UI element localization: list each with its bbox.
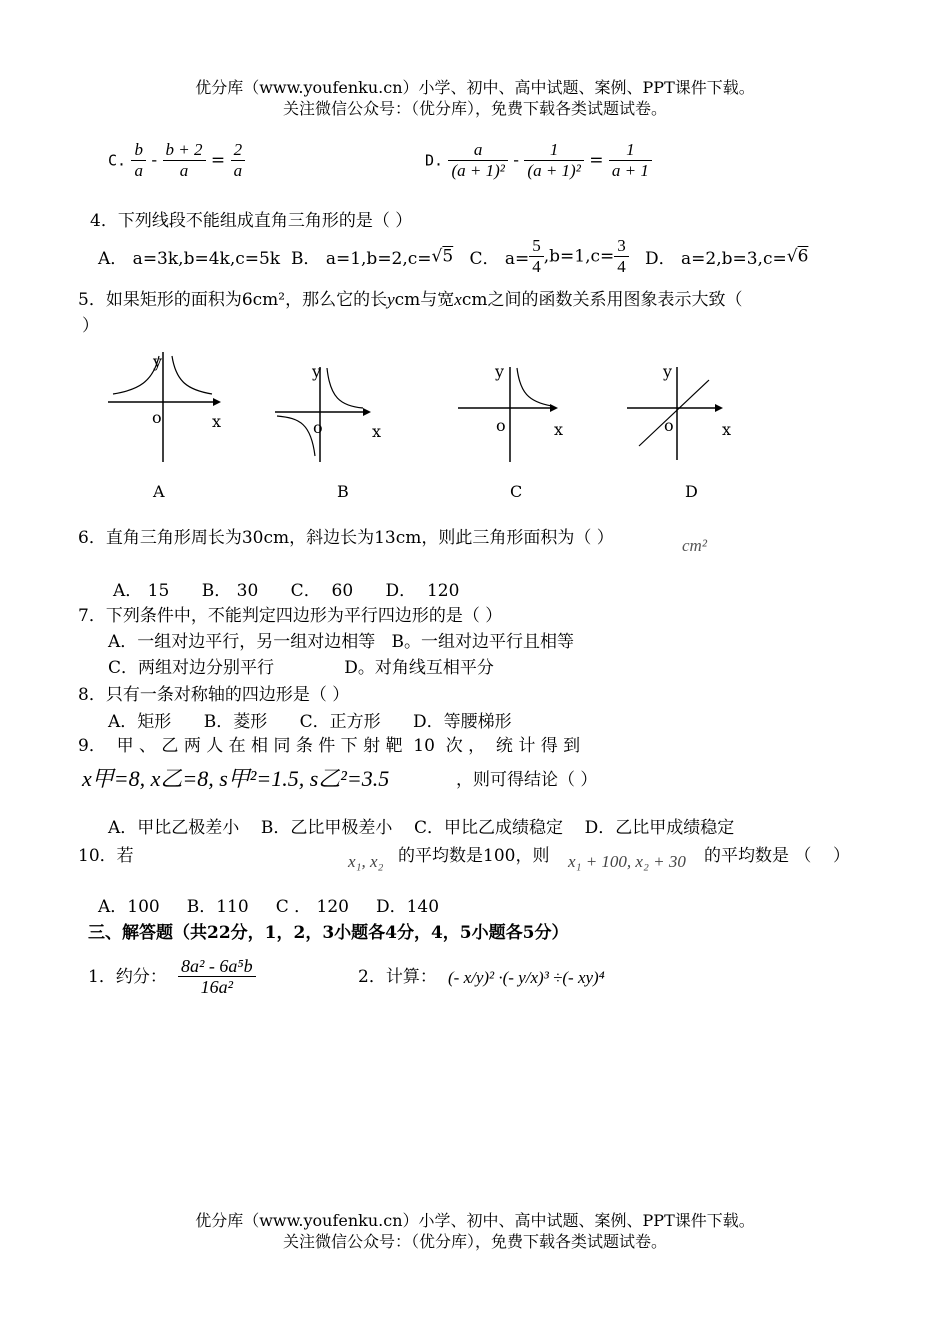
q10-stem-b: 的平均数是100，则 bbox=[398, 846, 550, 866]
graph-b-x-label: x bbox=[372, 422, 382, 441]
fraction: $\frac{5}{4}$ bbox=[529, 236, 544, 277]
q6-stem: 6．直角三角形周长为30cm，斜边长为13cm，则此三角形面积为（ ） bbox=[78, 528, 614, 548]
p2-label: 2．计算： bbox=[358, 967, 437, 987]
graph-d-x-label: x bbox=[722, 420, 732, 439]
graph-c-origin: o bbox=[496, 416, 506, 435]
q8-options: A．矩形 B．菱形 C．正方形 D．等腰梯形 bbox=[108, 712, 512, 732]
graph-b-label: B bbox=[337, 482, 349, 501]
footer-line-1: 优分库（www.youfenku.cn）小学、初中、高中试题、案例、PPT课件下载。 bbox=[195, 1211, 755, 1230]
fraction: $\frac{1}{\text{(a + 1)²}}$ bbox=[524, 140, 583, 181]
graph-c-y-label: y bbox=[495, 362, 505, 381]
header-line-2: 关注微信公众号：（优分库），免费下载各类试题试卷。 bbox=[282, 99, 667, 118]
q10-expr: x₁ + 100, x₂ + 30 bbox=[568, 852, 686, 871]
graph-a-label: A bbox=[153, 482, 165, 501]
q7-stem: 7．下列条件中，不能判定四边形为平行四边形的是（ ） bbox=[78, 606, 503, 626]
q10-stem-a: 10．若 bbox=[78, 846, 134, 866]
graph-d-label: D bbox=[685, 482, 698, 501]
q10-vars: x₁, x₂ bbox=[348, 852, 384, 871]
q9-options: A．甲比乙极差小 B．乙比甲极差小 C．甲比乙成绩稳定 D．乙比甲成绩稳定 bbox=[108, 818, 735, 838]
graph-c-x-label: x bbox=[554, 420, 564, 439]
graph-a bbox=[108, 352, 223, 464]
q9-stem: 9． 甲 、 乙 两 人 在 相 同 条 件 下 射 靶 10 次 ， 统 计 得 到 bbox=[78, 736, 581, 756]
fraction: $\frac{b + 2}{a}$ bbox=[163, 140, 206, 181]
footer-line-2: 关注微信公众号：（优分库），免费下载各类试题试卷。 bbox=[282, 1232, 667, 1251]
q8-stem: 8．只有一条对称轴的四边形是（ ） bbox=[78, 685, 350, 705]
q4-options: A． a=3k,b=4k,c=5k B． a=1,b=2,c=√5 C． a= $\frac{5}{4}$ ,b=1,c= $\frac{3}{4}$ D． a=2,b=3,c=√6 bbox=[98, 236, 809, 276]
fraction: $\frac{a}{\text{(a + 1)²}}$ bbox=[448, 140, 507, 181]
graph-b bbox=[275, 362, 375, 462]
graph-d-origin: o bbox=[664, 416, 674, 435]
section-3-title: 三、解答题（共22分，1，2，3小题各4分，4，5小题各5分） bbox=[88, 923, 569, 943]
fraction: $\frac{1}{a + 1}$ bbox=[609, 140, 652, 181]
p1-fraction: $\frac{\text{8a² - 6a⁵b}}{\text{16a²}}$ bbox=[178, 956, 256, 997]
p1-label: 1．约分： bbox=[88, 967, 167, 987]
fraction: $\frac{b}{a}$ bbox=[131, 140, 146, 181]
q3-option-d: D. $\frac{a}{\text{(a + 1)²}}$ - $\frac{1}{\text{(a + 1)²}}$ = $\frac{1}{a + 1}$ bbox=[425, 140, 652, 181]
q4-stem: 4．下列线段不能组成直角三角形的是（ ） bbox=[90, 211, 413, 231]
q10-stem-c: 的平均数是 （ ） bbox=[704, 846, 851, 866]
graph-d bbox=[627, 362, 727, 462]
fraction: $\frac{2}{a}$ bbox=[231, 140, 246, 181]
q10-options: A．100 B．110 C ． 120 D．140 bbox=[98, 897, 440, 917]
graph-d-y-label: y bbox=[663, 362, 673, 381]
q5-stem: 5．如果矩形的面积为6cm²，那么它的长ycm与宽xcm之间的函数关系用图象表示大致（ bbox=[78, 290, 743, 310]
p2-expression: (- x/y)² ·(- y/x)³ ÷(- xy)⁴ bbox=[448, 968, 605, 987]
q9-formula: x甲=8, x乙=8, s甲²=1.5, s乙²=3.5 bbox=[82, 766, 390, 791]
q3-option-c: C. $\frac{b}{a}$ - $\frac{b + 2}{a}$ = $\frac{2}{a}$ bbox=[108, 140, 245, 181]
graph-a-x-label: x bbox=[212, 412, 222, 431]
q6-unit: cm² bbox=[682, 536, 707, 555]
graph-b-y-label: y bbox=[312, 362, 322, 381]
graph-a-y-label: y bbox=[153, 352, 163, 371]
graph-c-label: C bbox=[510, 482, 523, 501]
q7-options-line-2: C．两组对边分别平行 D。对角线互相平分 bbox=[108, 658, 494, 678]
graph-b-origin: o bbox=[313, 418, 323, 437]
fraction: $\frac{3}{4}$ bbox=[614, 236, 629, 277]
q9-tail: ，则可得结论（ ） bbox=[456, 770, 598, 790]
header-line-1: 优分库（www.youfenku.cn）小学、初中、高中试题、案例、PPT课件下载。 bbox=[195, 78, 755, 97]
graph-a-origin: o bbox=[152, 408, 162, 427]
q5-stem-close: ） bbox=[82, 316, 99, 336]
q6-options: A． 15 B． 30 C． 60 D． 120 bbox=[113, 581, 460, 601]
graph-c bbox=[458, 362, 558, 462]
q7-options-line-1: A．一组对边平行，另一组对边相等 B。一组对边平行且相等 bbox=[108, 632, 574, 652]
